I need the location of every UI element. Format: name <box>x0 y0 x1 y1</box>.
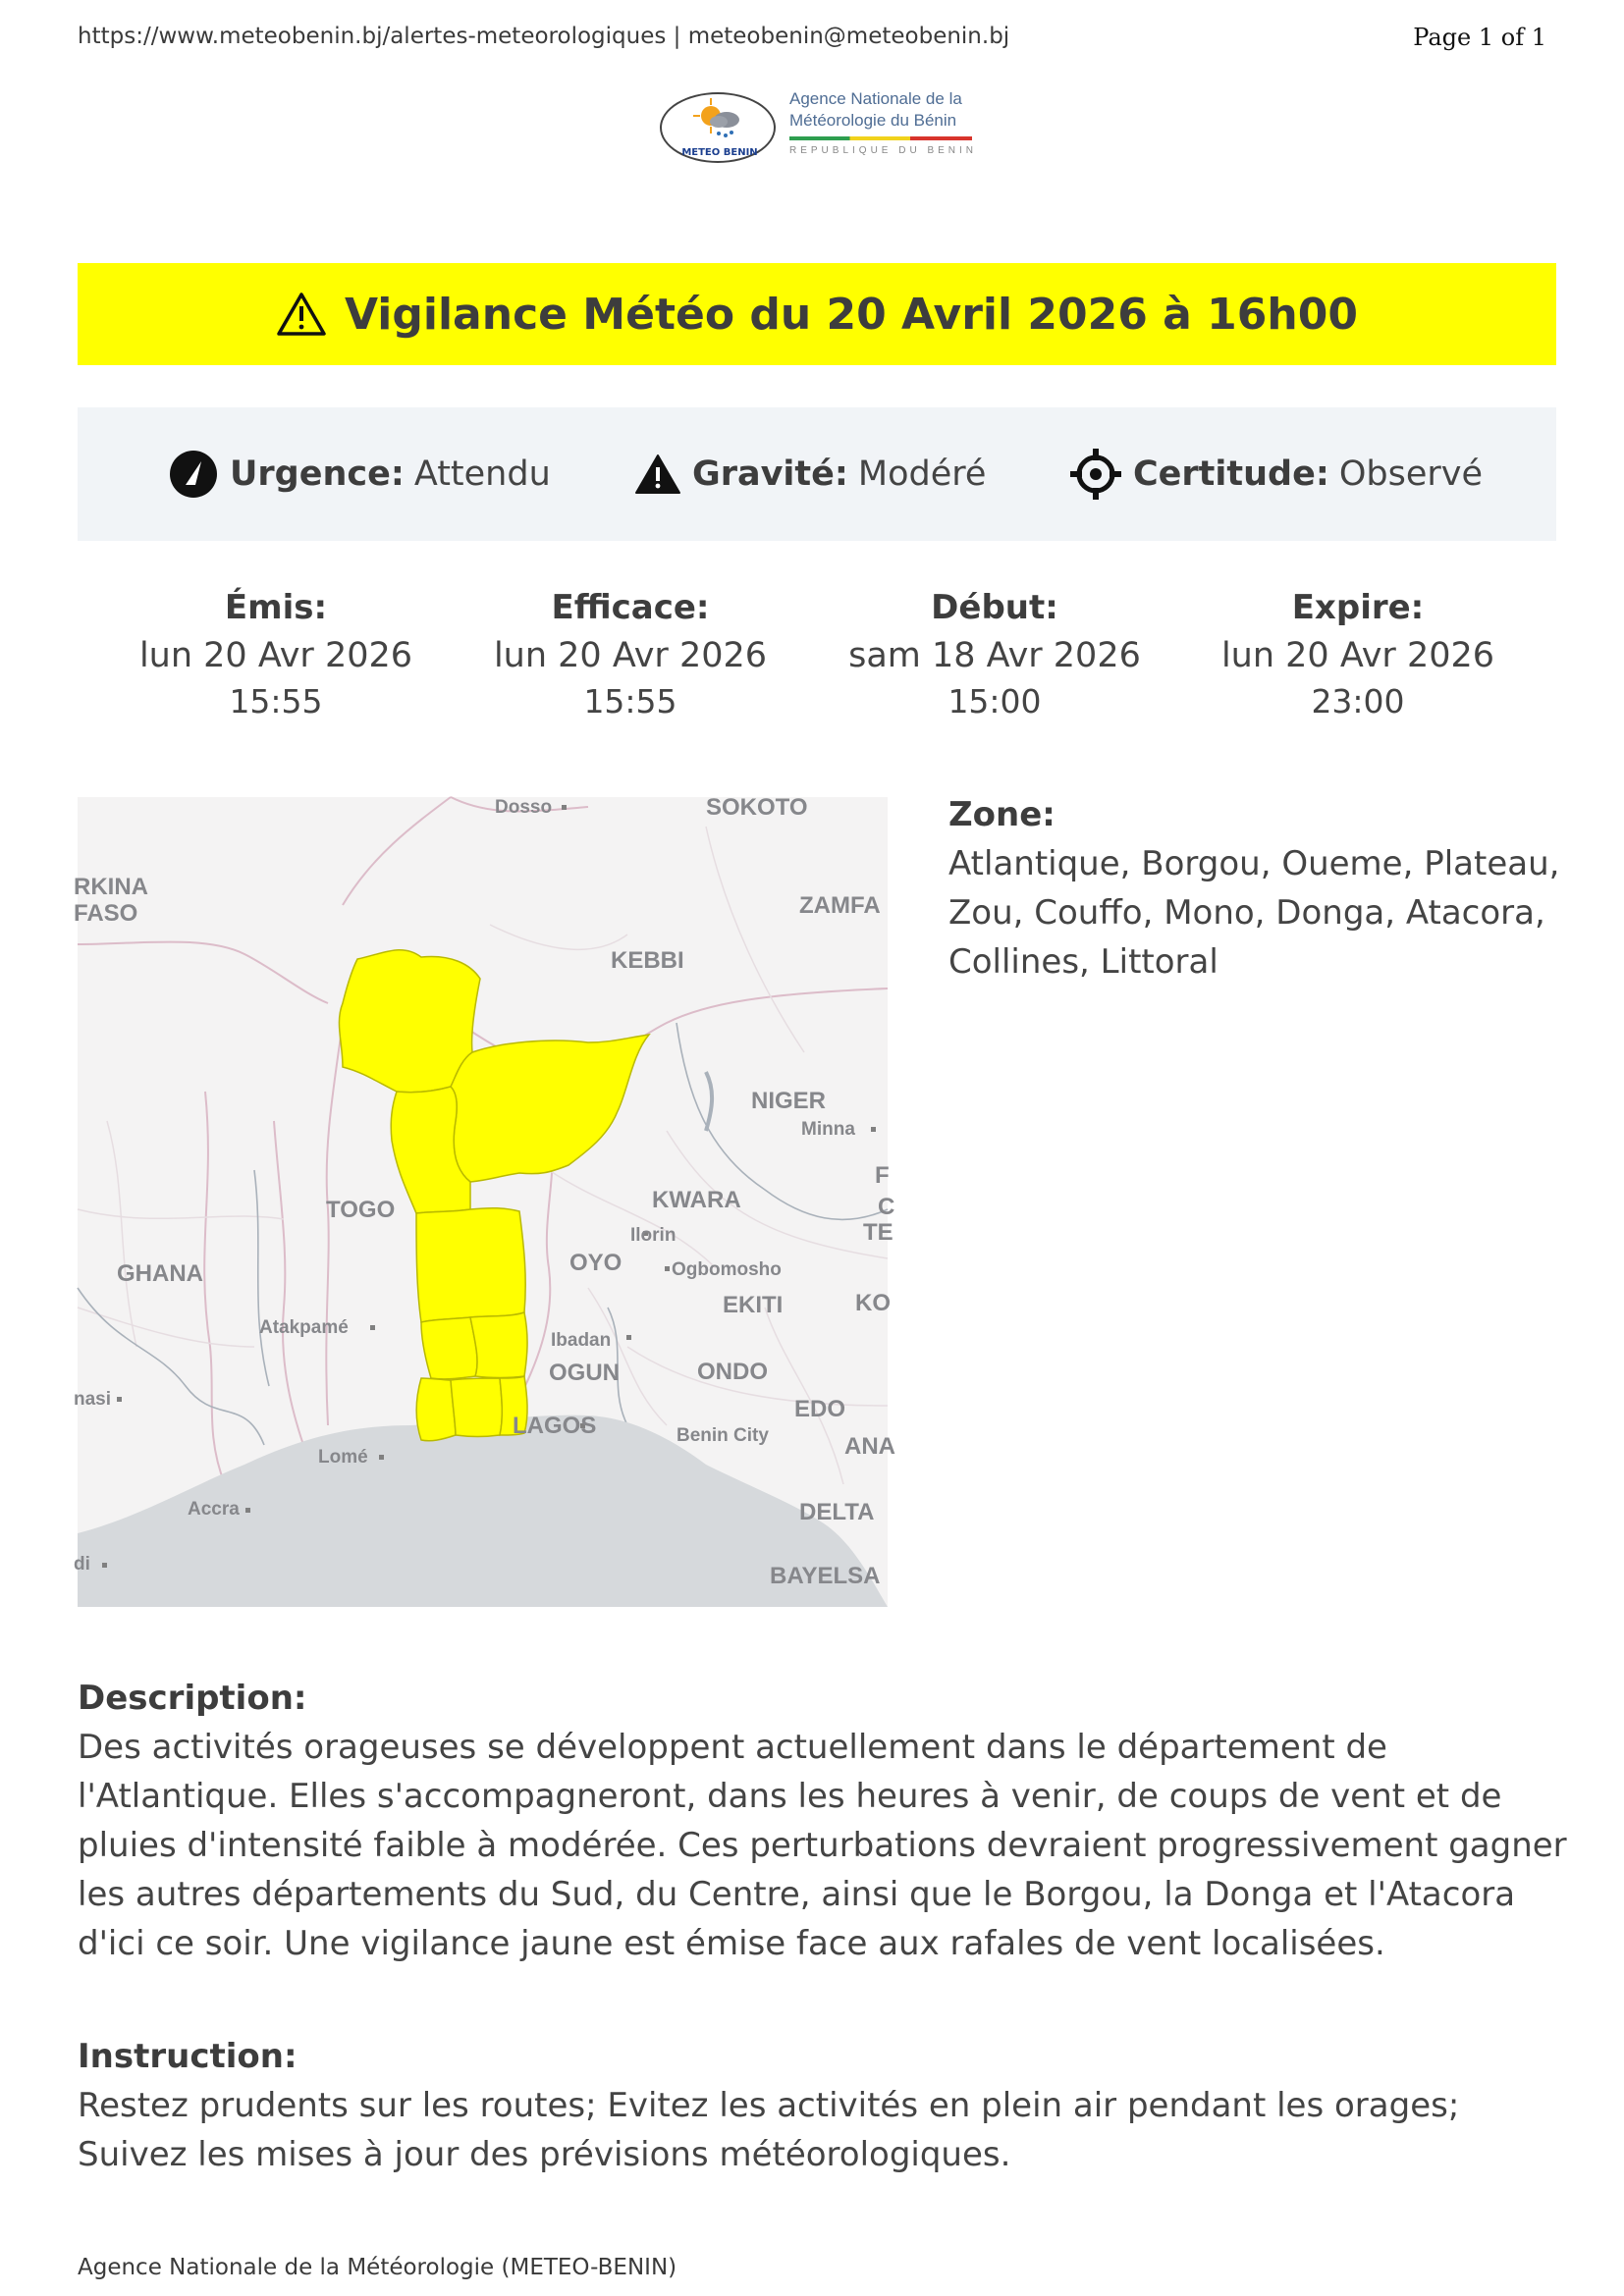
map-label-niger: NIGER <box>751 1088 827 1114</box>
map-label-ilorin: Ilorin <box>630 1225 677 1246</box>
region-collines <box>416 1208 525 1322</box>
map-label-kumasi: nasi <box>74 1389 112 1410</box>
logo-flag-bar <box>789 136 972 140</box>
time-date: lun 20 Avr 2026 <box>493 636 768 675</box>
severity-label: Gravité: <box>692 454 848 494</box>
time-hour: 15:55 <box>583 682 677 721</box>
instruction-heading: Instruction: <box>78 2037 298 2076</box>
zone-value: Atlantique, Borgou, Oueme, Plateau, Zou, Couffo, Mono, Donga, Atacora, Collines, Littoral <box>948 844 1560 982</box>
gauge-icon <box>169 450 218 499</box>
region-zou <box>421 1317 477 1379</box>
region-atlantique <box>451 1378 502 1437</box>
time-date: lun 20 Avr 2026 <box>138 636 413 675</box>
instruction-section <box>78 2032 1570 2179</box>
time-label: Début: <box>931 588 1058 627</box>
map-label-burkina: RKINA <box>74 874 148 900</box>
map-label-anambra: ANA <box>844 1433 895 1460</box>
map-label-di: di <box>74 1554 90 1575</box>
map-label-delta: DELTA <box>799 1499 875 1525</box>
time-expires <box>1181 584 1535 723</box>
time-date: lun 20 Avr 2026 <box>1220 636 1495 675</box>
logo-line2: Météorologie du Bénin <box>789 111 957 130</box>
zone-section <box>948 790 1567 987</box>
map-label-ibadan: Ibadan <box>551 1330 612 1351</box>
map-label-zamfara: ZAMFA <box>799 892 881 919</box>
map-label-ogun: OGUN <box>549 1360 620 1386</box>
map-label-edge-te: TE <box>863 1219 893 1246</box>
zone-heading: Zone: <box>948 795 1056 834</box>
severity-value: Modéré <box>857 454 987 494</box>
time-hour: 15:55 <box>229 682 323 721</box>
logo-caption: METEO BENIN <box>681 147 758 158</box>
time-label: Expire: <box>1291 588 1425 627</box>
map-label-faso: FASO <box>74 900 138 927</box>
logo-text <box>789 88 977 156</box>
map-label-oyo: OYO <box>569 1250 623 1276</box>
certainty-item <box>1070 407 1483 541</box>
map-label-lome: Lomé <box>318 1447 368 1468</box>
region-mono-couffo <box>416 1378 456 1441</box>
map-label-sokoto: SOKOTO <box>706 794 808 821</box>
map-label-edo: EDO <box>794 1396 846 1422</box>
map-canvas <box>74 794 895 1607</box>
map-label-kebbi: KEBBI <box>611 947 684 974</box>
time-effective <box>454 584 807 723</box>
map-label-accra: Accra <box>188 1499 240 1520</box>
map-label-benin-city: Benin City <box>677 1425 769 1446</box>
urgency-label: Urgence: <box>230 454 405 494</box>
alert-properties <box>78 407 1556 541</box>
logo-emblem <box>660 92 776 163</box>
map-label-ondo: ONDO <box>697 1359 768 1385</box>
time-hour: 23:00 <box>1311 682 1405 721</box>
alert-title: Vigilance Météo du 20 Avril 2026 à 16h00 <box>345 289 1358 340</box>
map-label-lagos: LAGOS <box>513 1413 597 1439</box>
map-label-edge-f: F <box>875 1162 890 1189</box>
time-onset <box>818 584 1171 723</box>
region-plateau <box>470 1312 527 1378</box>
map-label-togo: TOGO <box>326 1197 396 1223</box>
certainty-value: Observé <box>1338 454 1484 494</box>
map-label-bayelsa: BAYELSA <box>770 1563 881 1589</box>
agency-logo <box>660 88 984 169</box>
alert-banner <box>78 263 1556 365</box>
logo-line1: Agence Nationale de la <box>789 89 962 108</box>
map-label-atakpame: Atakpamé <box>259 1317 349 1338</box>
time-label: Émis: <box>224 588 328 627</box>
description-section <box>78 1674 1570 1968</box>
logo-line3: REPUBLIQUE DU BENIN <box>789 145 978 156</box>
footer-text: Agence Nationale de la Météorologie (METEO-BENIN) <box>78 2255 677 2280</box>
map-label-edge-c: C <box>878 1194 895 1220</box>
time-date: sam 18 Avr 2026 <box>848 636 1141 675</box>
alert-times <box>78 584 1556 731</box>
alert-map[interactable] <box>74 794 895 1607</box>
time-label: Efficace: <box>551 588 710 627</box>
map-label-ghana: GHANA <box>117 1260 203 1287</box>
urgency-value: Attendu <box>413 454 551 494</box>
certainty-label: Certitude: <box>1133 454 1329 494</box>
severity-item <box>635 407 986 541</box>
description-heading: Description: <box>78 1679 307 1718</box>
map-label-ekiti: EKITI <box>723 1292 784 1318</box>
warning-triangle-icon <box>276 292 327 337</box>
map-label-kogi: KO <box>855 1290 891 1316</box>
urgency-item <box>169 407 551 541</box>
header-url-line[interactable]: https://www.meteobenin.bj/alertes-meteorologiques | meteobenin@meteobenin.bj <box>78 24 1010 49</box>
instruction-text: Restez prudents sur les routes; Evitez les activités en plein air pendant les orages; Suivez les mises à jour des prévisions météorologiques. <box>78 2086 1460 2174</box>
map-label-minna: Minna <box>801 1119 855 1140</box>
page-number: Page 1 of 1 <box>1413 24 1546 51</box>
time-hour: 15:00 <box>947 682 1042 721</box>
map-label-kwara: KWARA <box>652 1187 741 1213</box>
warning-filled-icon <box>635 454 680 495</box>
crosshair-icon <box>1070 449 1121 500</box>
time-issued <box>99 584 453 723</box>
map-label-dosso: Dosso <box>495 797 553 818</box>
description-text: Des activités orageuses se développent actuellement dans le département de l'Atlantique. Elles s'accompagneront, dans les heures à venir, de coups de vent et de pluies d'intensité faible à modérée. Ces perturbations devraient progressivement gagner les autres départements du Sud, du Centre, ainsi que le Borgou, la Donga et l'Atacora d'ici ce soir. Une vigilance jaune est émise face aux rafales de vent localisées. <box>78 1728 1567 1963</box>
map-label-ogbomosho: Ogbomosho <box>672 1259 782 1280</box>
